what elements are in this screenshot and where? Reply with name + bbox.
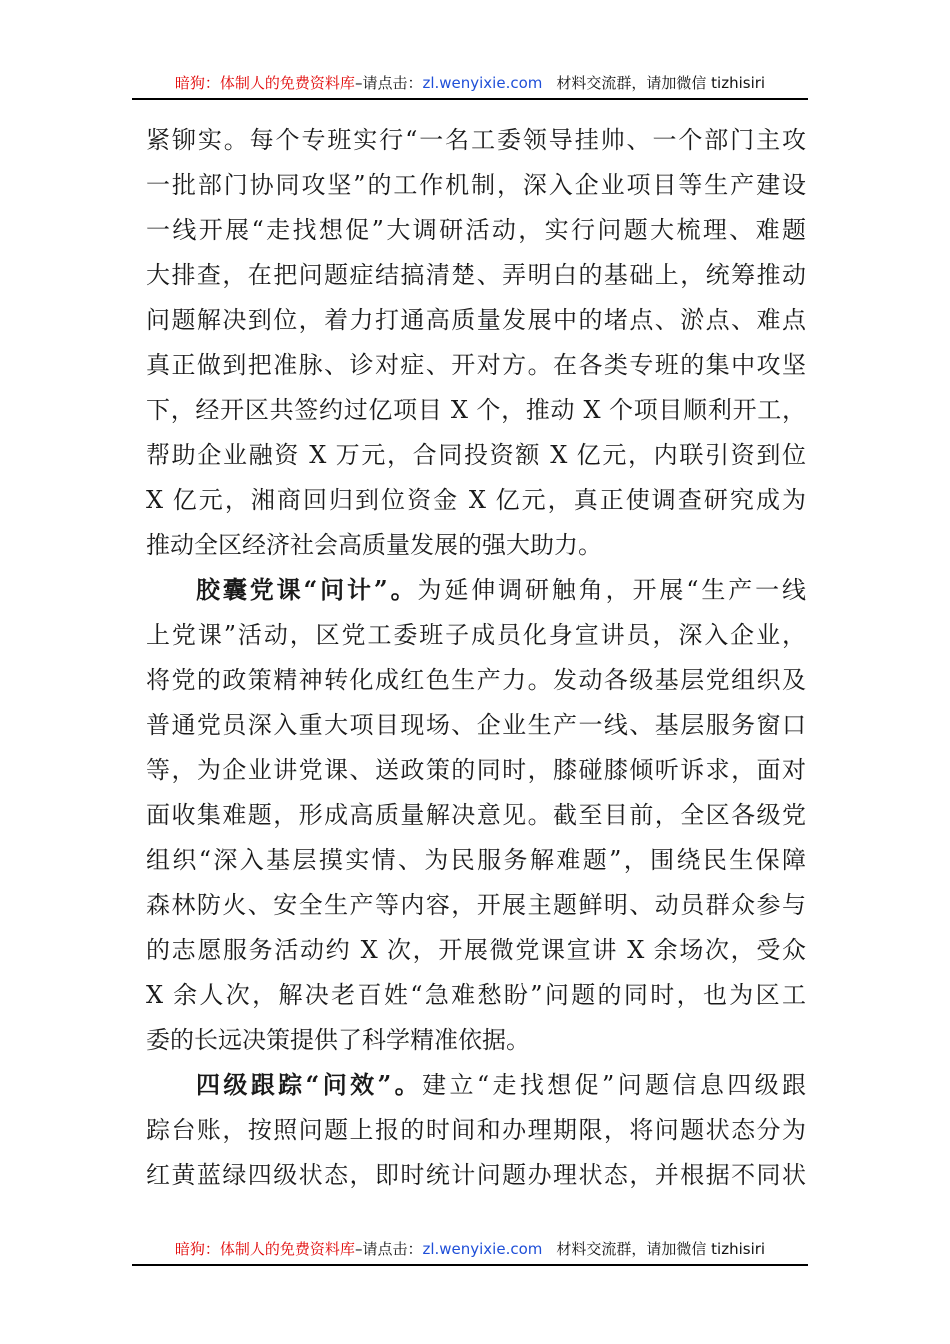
banner-contact: 材料交流群，请加微信 tizhisiri [556, 74, 766, 92]
paragraph-lead-line [196, 570, 806, 610]
banner-site-name: 暗狗：体制人的免费资料库 [174, 1240, 355, 1258]
text-line: 将党的政策精神转化成红色生产力。发动各级基层党组织及 [146, 666, 806, 694]
text-line: 等，为企业讲党课、送政策的同时，膝碰膝倾听诉求，面对 [146, 756, 806, 784]
banner-site-name: 暗狗：体制人的免费资料库 [174, 74, 355, 92]
text-line: 帮助企业融资 X 万元，合同投资额 X 亿元，内联引资到位 [146, 441, 806, 469]
banner-click-prompt: –请点击： [354, 1240, 423, 1258]
paragraph-lead-line [196, 1065, 806, 1105]
text-line: 大排查，在把问题症结搞清楚、弄明白的基础上，统筹推动 [146, 261, 806, 289]
text-line: 紧铆实。每个专班实行“一名工委领导挂帅、一个部门主攻 [146, 126, 806, 154]
text-line: 组织“深入基层摸实情、为民服务解难题”，围绕民生保障 [146, 846, 806, 874]
bottom-watermark-banner [132, 1228, 808, 1268]
text-line: 红黄蓝绿四级状态，即时统计问题办理状态，并根据不同状 [146, 1161, 806, 1189]
banner-url-link[interactable]: zl.wenyixie.com [422, 1240, 543, 1258]
banner-click-prompt: –请点击： [354, 74, 423, 92]
text-line: 下，经开区共签约过亿项目 X 个，推动 X 个项目顺利开工， [146, 396, 806, 424]
text-line: 问题解决到位，着力打通高质量发展中的堵点、淤点、难点 [146, 306, 806, 334]
text-line: 真正做到把准脉、诊对症、开对方。在各类专班的集中攻坚 [146, 351, 806, 379]
text-line: 森林防火、安全生产等内容，开展主题鲜明、动员群众参与 [146, 891, 806, 919]
text-line: 踪台账，按照问题上报的时间和办理期限，将问题状态分为 [146, 1116, 806, 1144]
banner-divider [132, 1264, 808, 1266]
text-line: 一线开展“走找想促”大调研活动，实行问题大梳理、难题 [146, 216, 806, 244]
text-line: 委的长远决策提供了科学精准依据。 [146, 1026, 530, 1054]
text-line: 普通党员深入重大项目现场、企业生产一线、基层服务窗口 [146, 711, 806, 739]
section-heading: 胶囊党课“问计”。 [196, 575, 418, 604]
section-heading: 四级跟踪“问效”。 [196, 1070, 423, 1099]
text-line: 的志愿服务活动约 X 次，开展微党课宣讲 X 余场次，受众 [146, 936, 806, 964]
text-span: 建立“走找想促”问题信息四级跟 [422, 1071, 806, 1099]
text-line: 一批部门协同攻坚”的工作机制，深入企业项目等生产建设 [146, 171, 806, 199]
banner-url-link[interactable]: zl.wenyixie.com [422, 74, 543, 92]
banner-contact: 材料交流群，请加微信 tizhisiri [556, 1240, 766, 1258]
text-line: 面收集难题，形成高质量解决意见。截至目前，全区各级党 [146, 801, 806, 829]
text-span: 为延伸调研触角，开展“生产一线 [417, 576, 806, 604]
text-line: X 余人次，解决老百姓“急难愁盼”问题的同时，也为区工 [146, 981, 806, 1009]
text-line: 推动全区经济社会高质量发展的强大助力。 [146, 531, 602, 559]
text-line: 上党课”活动，区党工委班子成员化身宣讲员，深入企业， [146, 621, 806, 649]
text-line: X 亿元，湘商回归到位资金 X 亿元，真正使调查研究成为 [146, 486, 806, 514]
